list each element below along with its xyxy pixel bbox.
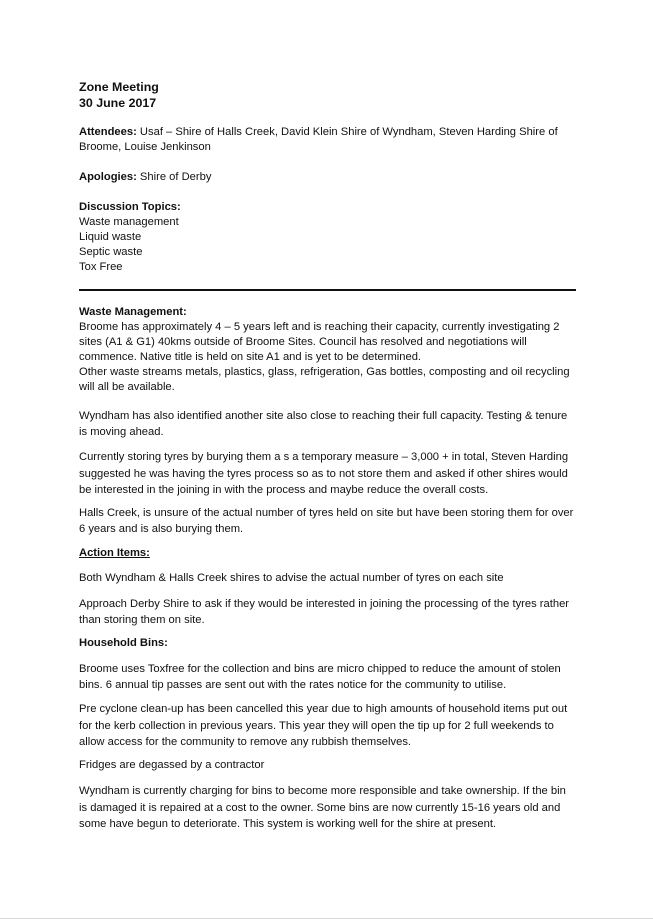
page-title: Zone Meeting bbox=[79, 80, 159, 94]
paragraph-line: Fridges are degassed by a contractor bbox=[79, 759, 265, 771]
paragraph-line: Broome uses Toxfree for the collection and bins are micro chipped to reduce the amount of stolen bbox=[79, 663, 561, 675]
header bbox=[79, 79, 579, 111]
tyres-paragraph bbox=[79, 449, 579, 499]
halls-creek-paragraph bbox=[79, 505, 579, 537]
action-item-text: Approach Derby Shire to ask if they would be interested in joining the processing of the tyres rather bbox=[79, 598, 570, 610]
paragraph-line: bins. 6 annual tip passes are sent out with the rates notice for the community to utilise. bbox=[79, 679, 507, 691]
action-item-text: than storing them on site. bbox=[79, 614, 205, 626]
paragraph-line: for the kerb collection in previous years. This year they will open the tip up for 2 full weekends to bbox=[79, 719, 554, 732]
attendees-text: Usaf – Shire of Halls Creek, David Klein Shire of Wyndham, Steven Harding Shire of bbox=[136, 126, 558, 138]
apologies-text: Shire of Derby bbox=[136, 171, 212, 183]
apologies-label: Apologies: bbox=[79, 171, 137, 183]
page-bottom-edge bbox=[0, 918, 653, 919]
paragraph-line: Halls Creek, is unsure of the actual number of tyres held on site but have been storing them for over bbox=[79, 507, 574, 519]
paragraph-line: Wyndham has also identified another site also close to reaching their full capacity. Testing & tenure bbox=[79, 410, 568, 422]
paragraph-line: is moving ahead. bbox=[79, 426, 164, 438]
fridges-paragraph bbox=[79, 758, 579, 773]
paragraph-line: Broome has approximately 4 – 5 years left and is reaching their capacity, currently investigating 2 bbox=[79, 321, 560, 333]
paragraph-line: sites (A1 & G1) 40kms outside of Broome Sites. Council has resolved and negotiations will bbox=[79, 336, 527, 348]
paragraph-line: commence. Native title is held on site A1 and is yet to be determined. bbox=[79, 351, 422, 363]
action-items-heading: Action Items: bbox=[79, 547, 150, 559]
paragraph-line: will all be available. bbox=[79, 381, 175, 393]
paragraph-line: Other waste streams metals, plastics, glass, refrigeration, Gas bottles, composting and oil recycling bbox=[79, 366, 570, 378]
meeting-date: 30 June 2017 bbox=[79, 96, 157, 110]
paragraph-line: is damaged it is repaired at a cost to the owner. Some bins are now currently 15-16 years old and bbox=[79, 801, 561, 814]
action-items-section bbox=[79, 546, 579, 561]
paragraph-line: 6 years and is also burying them. bbox=[79, 523, 244, 535]
waste-management-heading: Waste Management: bbox=[79, 306, 187, 318]
topic-item: Waste management bbox=[79, 216, 179, 228]
topic-item: Liquid waste bbox=[79, 231, 142, 243]
paragraph-line: suggested he was having the tyres process so as to not store them and asked if other shires would bbox=[79, 467, 568, 480]
discussion-section bbox=[79, 200, 579, 275]
paragraph-line: Pre cyclone clean-up has been cancelled this year due to high amounts of household items put out bbox=[79, 703, 568, 715]
paragraph-line: allow access for the community to remove any rubbish themselves. bbox=[79, 736, 412, 748]
waste-management-section bbox=[79, 305, 579, 395]
paragraph-line: Wyndham is currently charging for bins to become more responsible and take ownership. If the bin bbox=[79, 785, 566, 797]
apologies-section bbox=[79, 170, 579, 185]
topic-item: Septic waste bbox=[79, 246, 143, 258]
attendees-label: Attendees: bbox=[79, 126, 137, 138]
attendees-text-cont: Broome, Louise Jenkinson bbox=[79, 141, 211, 153]
wyndham-bins-paragraph bbox=[79, 783, 579, 833]
household-bins-heading: Household Bins: bbox=[79, 637, 168, 649]
attendees-section bbox=[79, 125, 579, 155]
wyndham-paragraph bbox=[79, 408, 579, 440]
paragraph-line: be interested in the joining in with the process and maybe reduce the overall costs. bbox=[79, 484, 489, 496]
discussion-label: Discussion Topics: bbox=[79, 201, 181, 213]
section-divider bbox=[79, 289, 576, 291]
broome-bins-paragraph bbox=[79, 661, 579, 693]
topic-item: Tox Free bbox=[79, 261, 123, 273]
household-bins-section bbox=[79, 636, 579, 651]
paragraph-line: some have begun to deteriorate. This system is working well for the shire at present. bbox=[79, 818, 497, 830]
action-item-text: Both Wyndham & Halls Creek shires to advise the actual number of tyres on each site bbox=[79, 572, 504, 584]
cyclone-paragraph bbox=[79, 701, 579, 751]
paragraph-line: Currently storing tyres by burying them a s a temporary measure – 3,000 + in total, Steven Harding bbox=[79, 451, 569, 463]
action-item bbox=[79, 596, 579, 628]
action-item bbox=[79, 571, 579, 586]
